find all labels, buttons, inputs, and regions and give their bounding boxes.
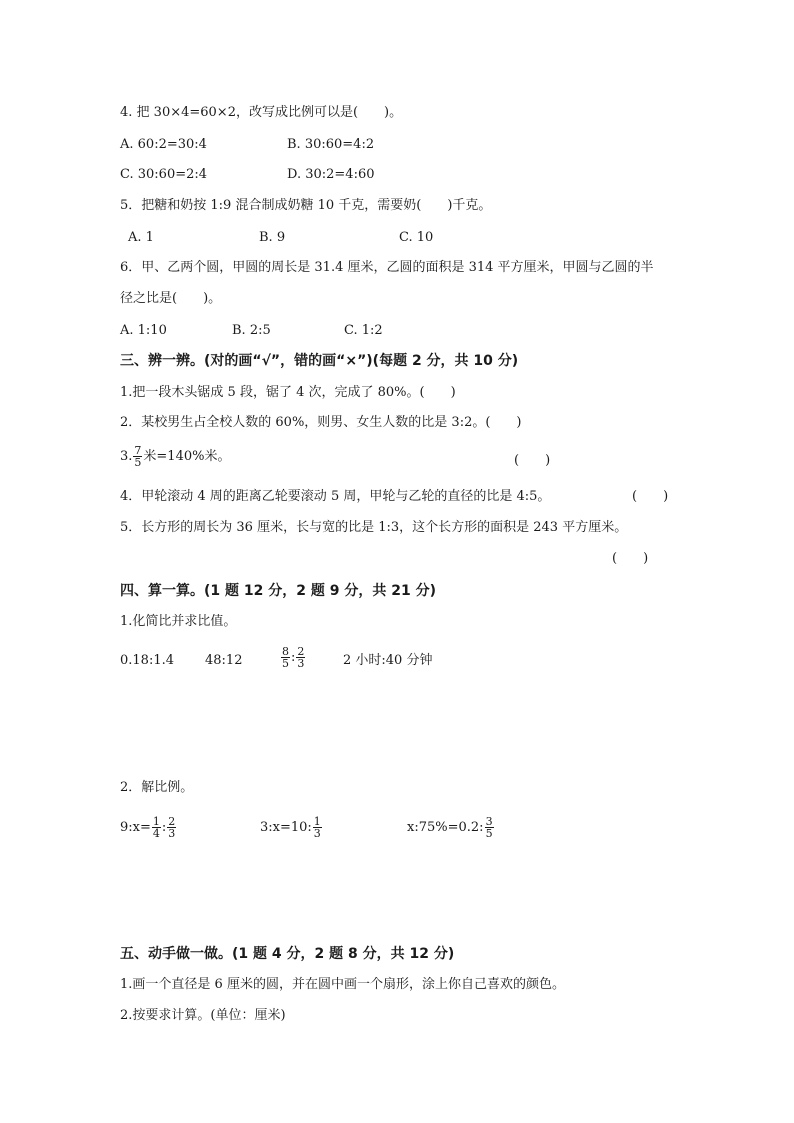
question-5-2: 2.按要求计算。(单位：厘米) — [120, 1008, 286, 1023]
fraction — [313, 816, 322, 839]
option-b: B. 2:5 — [232, 323, 271, 338]
fraction-denominator: 3 — [313, 827, 321, 840]
proportion-eq-3 — [407, 815, 495, 841]
fraction-numerator: 7 — [134, 444, 142, 457]
option-b: B. 30:60=4:2 — [287, 137, 375, 152]
equation-prefix: 3:x=10: — [260, 820, 312, 835]
fraction-numerator: 2 — [297, 645, 305, 658]
question-2-6-line1: 6．甲、乙两个圆，甲圆的周长是 31.4 厘米，乙圆的面积是 314 平方厘米，甲圆与乙圆的半 — [120, 260, 654, 275]
section-4-heading: 四、算一算。(1 题 12 分，2 题 9 分，共 21 分) — [120, 583, 436, 599]
fraction — [152, 816, 161, 839]
option-a: A. 1 — [128, 230, 154, 245]
fraction — [485, 816, 494, 839]
option-c: C. 10 — [399, 230, 434, 245]
question-2-4: 4. 把 30×4=60×2，改写成比例可以是( )。 — [120, 105, 403, 120]
ratio-item-1: 0.18:1.4 — [120, 653, 174, 668]
fraction-numerator: 3 — [485, 815, 493, 828]
question-3-5: 5．长方形的周长为 36 厘米，长与宽的比是 1:3，这个长方形的面积是 243 平方厘米。 — [120, 520, 628, 535]
option-a: A. 1:10 — [120, 323, 167, 338]
fraction — [133, 445, 142, 468]
answer-paren: ( ) — [632, 489, 669, 504]
ratio-item-2: 48:12 — [205, 653, 243, 668]
ratio-item-3 — [280, 645, 306, 671]
question-2-6-line2: 径之比是( )。 — [120, 291, 222, 306]
question-3-1: 1.把一段木头锯成 5 段，锯了 4 次，完成了 80%。( ) — [120, 385, 456, 400]
question-3-3-suffix: 米=140%米。 — [143, 449, 231, 464]
option-c: C. 30:60=2:4 — [120, 167, 208, 182]
question-3-3-prefix: 3. — [120, 449, 133, 464]
fraction-denominator: 4 — [152, 827, 160, 840]
fraction-denominator: 5 — [134, 456, 142, 469]
option-a: A. 60:2=30:4 — [120, 137, 207, 152]
fraction — [296, 646, 305, 669]
fraction — [281, 646, 290, 669]
question-2-5: 5．把糖和奶按 1:9 混合制成奶糖 10 千克，需要奶( )千克。 — [120, 198, 492, 213]
colon: : — [291, 650, 296, 665]
answer-paren: ( ) — [514, 453, 551, 468]
proportion-eq-1 — [120, 815, 177, 841]
fraction-numerator: 1 — [152, 815, 160, 828]
ratio-item-4: 2 小时:40 分钟 — [343, 653, 433, 668]
answer-paren: ( ) — [612, 551, 649, 566]
option-c: C. 1:2 — [344, 323, 383, 338]
fraction-denominator: 3 — [168, 827, 176, 840]
question-5-1: 1.画一个直径是 6 厘米的圆，并在圆中画一个扇形，涂上你自己喜欢的颜色。 — [120, 977, 565, 992]
proportion-eq-2 — [260, 815, 323, 841]
option-b: B. 9 — [259, 230, 286, 245]
equation-prefix: 9:x= — [120, 820, 151, 835]
equation-prefix: x:75%=0.2: — [407, 820, 484, 835]
fraction-numerator: 1 — [313, 815, 321, 828]
fraction-denominator: 5 — [282, 657, 289, 670]
question-4-2-title: 2．解比例。 — [120, 780, 194, 795]
question-3-4: 4．甲轮滚动 4 周的距离乙轮要滚动 5 周，甲轮与乙轮的直径的比是 4:5。 — [120, 489, 551, 504]
colon: : — [161, 820, 167, 835]
fraction-numerator: 2 — [168, 815, 176, 828]
option-d: D. 30:2=4:60 — [287, 167, 375, 182]
fraction-numerator: 8 — [282, 645, 289, 658]
question-4-1-title: 1.化简比并求比值。 — [120, 614, 237, 629]
fraction-denominator: 3 — [297, 657, 305, 670]
section-3-heading: 三、辨一辨。(对的画“√”，错的画“×”)(每题 2 分，共 10 分) — [120, 353, 519, 369]
section-5-heading: 五、动手做一做。(1 题 4 分，2 题 8 分，共 12 分) — [120, 946, 455, 962]
question-3-2: 2．某校男生占全校人数的 60%，则男、女生人数的比是 3:2。( ) — [120, 415, 522, 430]
question-3-3 — [120, 444, 230, 470]
fraction-denominator: 5 — [485, 827, 493, 840]
fraction — [167, 816, 176, 839]
